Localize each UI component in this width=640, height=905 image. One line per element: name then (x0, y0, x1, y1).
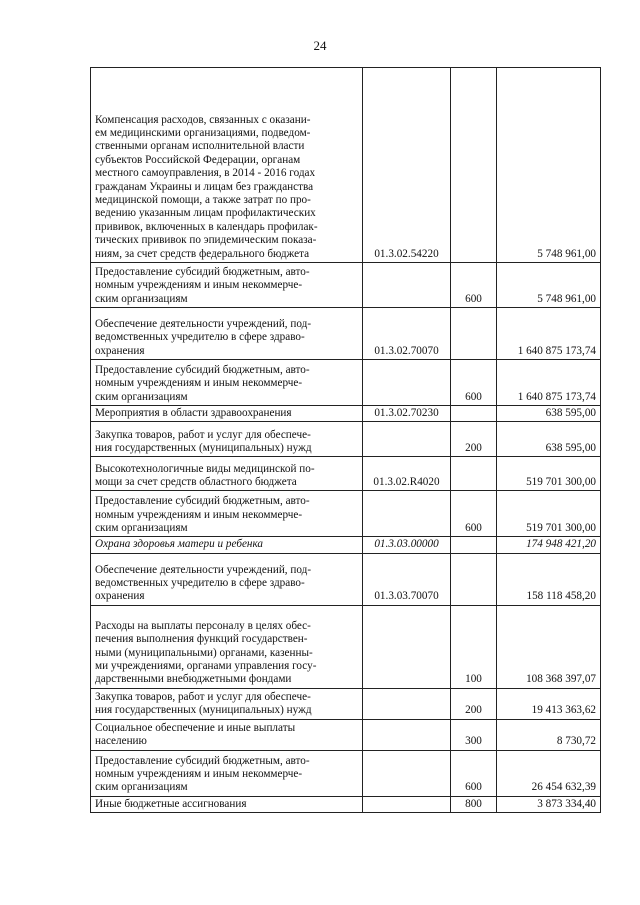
row-name-cell: Обеспечение деятельности учреждений, под- ведомственных учредителю в сфере здраво- охранения (91, 553, 363, 605)
row-amount-cell: 1 640 875 173,74 (497, 360, 601, 406)
row-name-cell: Высокотехнологичные виды медицинской по- мощи за счет средств областного бюджета (91, 457, 363, 491)
row-name-cell: Предоставление субсидий бюджетным, авто- номным учреждениям и иным некоммерче- ским организациям (91, 360, 363, 406)
row-code-cell (363, 719, 451, 750)
table-row (91, 688, 601, 719)
row-code-cell: 01.3.03.70070 (363, 553, 451, 605)
row-expense-type-cell: 600 (451, 750, 497, 796)
row-code-cell (363, 491, 451, 537)
row-code-cell (363, 422, 451, 457)
row-amount-cell: 1 640 875 173,74 (497, 308, 601, 360)
row-expense-type-cell: 200 (451, 422, 497, 457)
row-amount-cell: 19 413 363,62 (497, 688, 601, 719)
row-expense-type-cell: 600 (451, 263, 497, 308)
table-row (91, 360, 601, 406)
row-code-cell: 01.3.02.R4020 (363, 457, 451, 491)
row-expense-type-cell (451, 553, 497, 605)
table-row (91, 605, 601, 688)
row-code-cell: 01.3.02.70070 (363, 308, 451, 360)
row-amount-cell: 519 701 300,00 (497, 491, 601, 537)
row-amount-cell: 5 748 961,00 (497, 263, 601, 308)
table-row (91, 263, 601, 308)
row-amount-cell: 638 595,00 (497, 422, 601, 457)
budget-table (90, 67, 601, 813)
row-expense-type-cell (451, 68, 497, 263)
row-code-cell (363, 605, 451, 688)
table-row (91, 796, 601, 812)
row-code-cell: 01.3.02.70230 (363, 406, 451, 422)
table-row (91, 457, 601, 491)
row-name-cell: Закупка товаров, работ и услуг для обеспече- ния государственных (муниципальных) нужд (91, 688, 363, 719)
row-amount-cell: 108 368 397,07 (497, 605, 601, 688)
row-expense-type-cell: 200 (451, 688, 497, 719)
row-name-cell: Иные бюджетные ассигнования (91, 796, 363, 812)
table-row (91, 719, 601, 750)
row-code-cell: 01.3.03.00000 (363, 537, 451, 553)
row-name-cell: Предоставление субсидий бюджетным, авто- номным учреждениям и иным некоммерче- ским организациям (91, 750, 363, 796)
row-code-cell: 01.3.02.54220 (363, 68, 451, 263)
row-expense-type-cell (451, 537, 497, 553)
row-amount-cell: 5 748 961,00 (497, 68, 601, 263)
row-expense-type-cell (451, 457, 497, 491)
row-name-cell: Закупка товаров, работ и услуг для обеспече- ния государственных (муниципальных) нужд (91, 422, 363, 457)
row-name-cell: Мероприятия в области здравоохранения (91, 406, 363, 422)
row-code-cell (363, 360, 451, 406)
table-row (91, 553, 601, 605)
table-row (91, 68, 601, 263)
row-amount-cell: 158 118 458,20 (497, 553, 601, 605)
row-expense-type-cell: 800 (451, 796, 497, 812)
row-amount-cell: 638 595,00 (497, 406, 601, 422)
row-name-cell: Расходы на выплаты персоналу в целях обес- печения выполнения функций государствен- ными (муниципальными) органами, казенны- ми учреждениями, органами управления госу- дарственными внебюджетными фондами (91, 605, 363, 688)
table-row (91, 537, 601, 553)
row-amount-cell: 26 454 632,39 (497, 750, 601, 796)
row-expense-type-cell: 100 (451, 605, 497, 688)
budget-table-body (91, 68, 601, 813)
row-amount-cell: 519 701 300,00 (497, 457, 601, 491)
row-name-cell: Обеспечение деятельности учреждений, под- ведомственных учредителю в сфере здраво- охранения (91, 308, 363, 360)
row-name-cell: Компенсация расходов, связанных с оказани- ем медицинскими организациями, подведом- ственными органам исполнительной власти субъектов Российской Федерации, органам местного самоуправления, в 2014 - 2016 годах гражданам Украины и лицам без гражданства медицинской помощи, а также затрат по про- ведению указанным лицам профилактических прививок, включенных в календарь профилак- тических прививок по эпидемическим показа- ниям, за счет средств федерального бюджета (91, 68, 363, 263)
row-expense-type-cell (451, 406, 497, 422)
row-name-cell: Предоставление субсидий бюджетным, авто- номным учреждениям и иным некоммерче- ским организациям (91, 263, 363, 308)
table-row (91, 422, 601, 457)
row-expense-type-cell: 600 (451, 491, 497, 537)
row-name-cell: Социальное обеспечение и иные выплаты населению (91, 719, 363, 750)
row-name-cell: Предоставление субсидий бюджетным, авто- номным учреждениям и иным некоммерче- ским организациям (91, 491, 363, 537)
table-row (91, 406, 601, 422)
table-row (91, 308, 601, 360)
table-row (91, 750, 601, 796)
row-expense-type-cell: 300 (451, 719, 497, 750)
row-code-cell (363, 750, 451, 796)
row-expense-type-cell: 600 (451, 360, 497, 406)
row-amount-cell: 174 948 421,20 (497, 537, 601, 553)
row-code-cell (363, 688, 451, 719)
page-number: 24 (313, 38, 327, 53)
row-code-cell (363, 263, 451, 308)
row-amount-cell: 3 873 334,40 (497, 796, 601, 812)
row-amount-cell: 8 730,72 (497, 719, 601, 750)
row-name-cell: Охрана здоровья матери и ребенка (91, 537, 363, 553)
table-row (91, 491, 601, 537)
row-expense-type-cell (451, 308, 497, 360)
row-code-cell (363, 796, 451, 812)
